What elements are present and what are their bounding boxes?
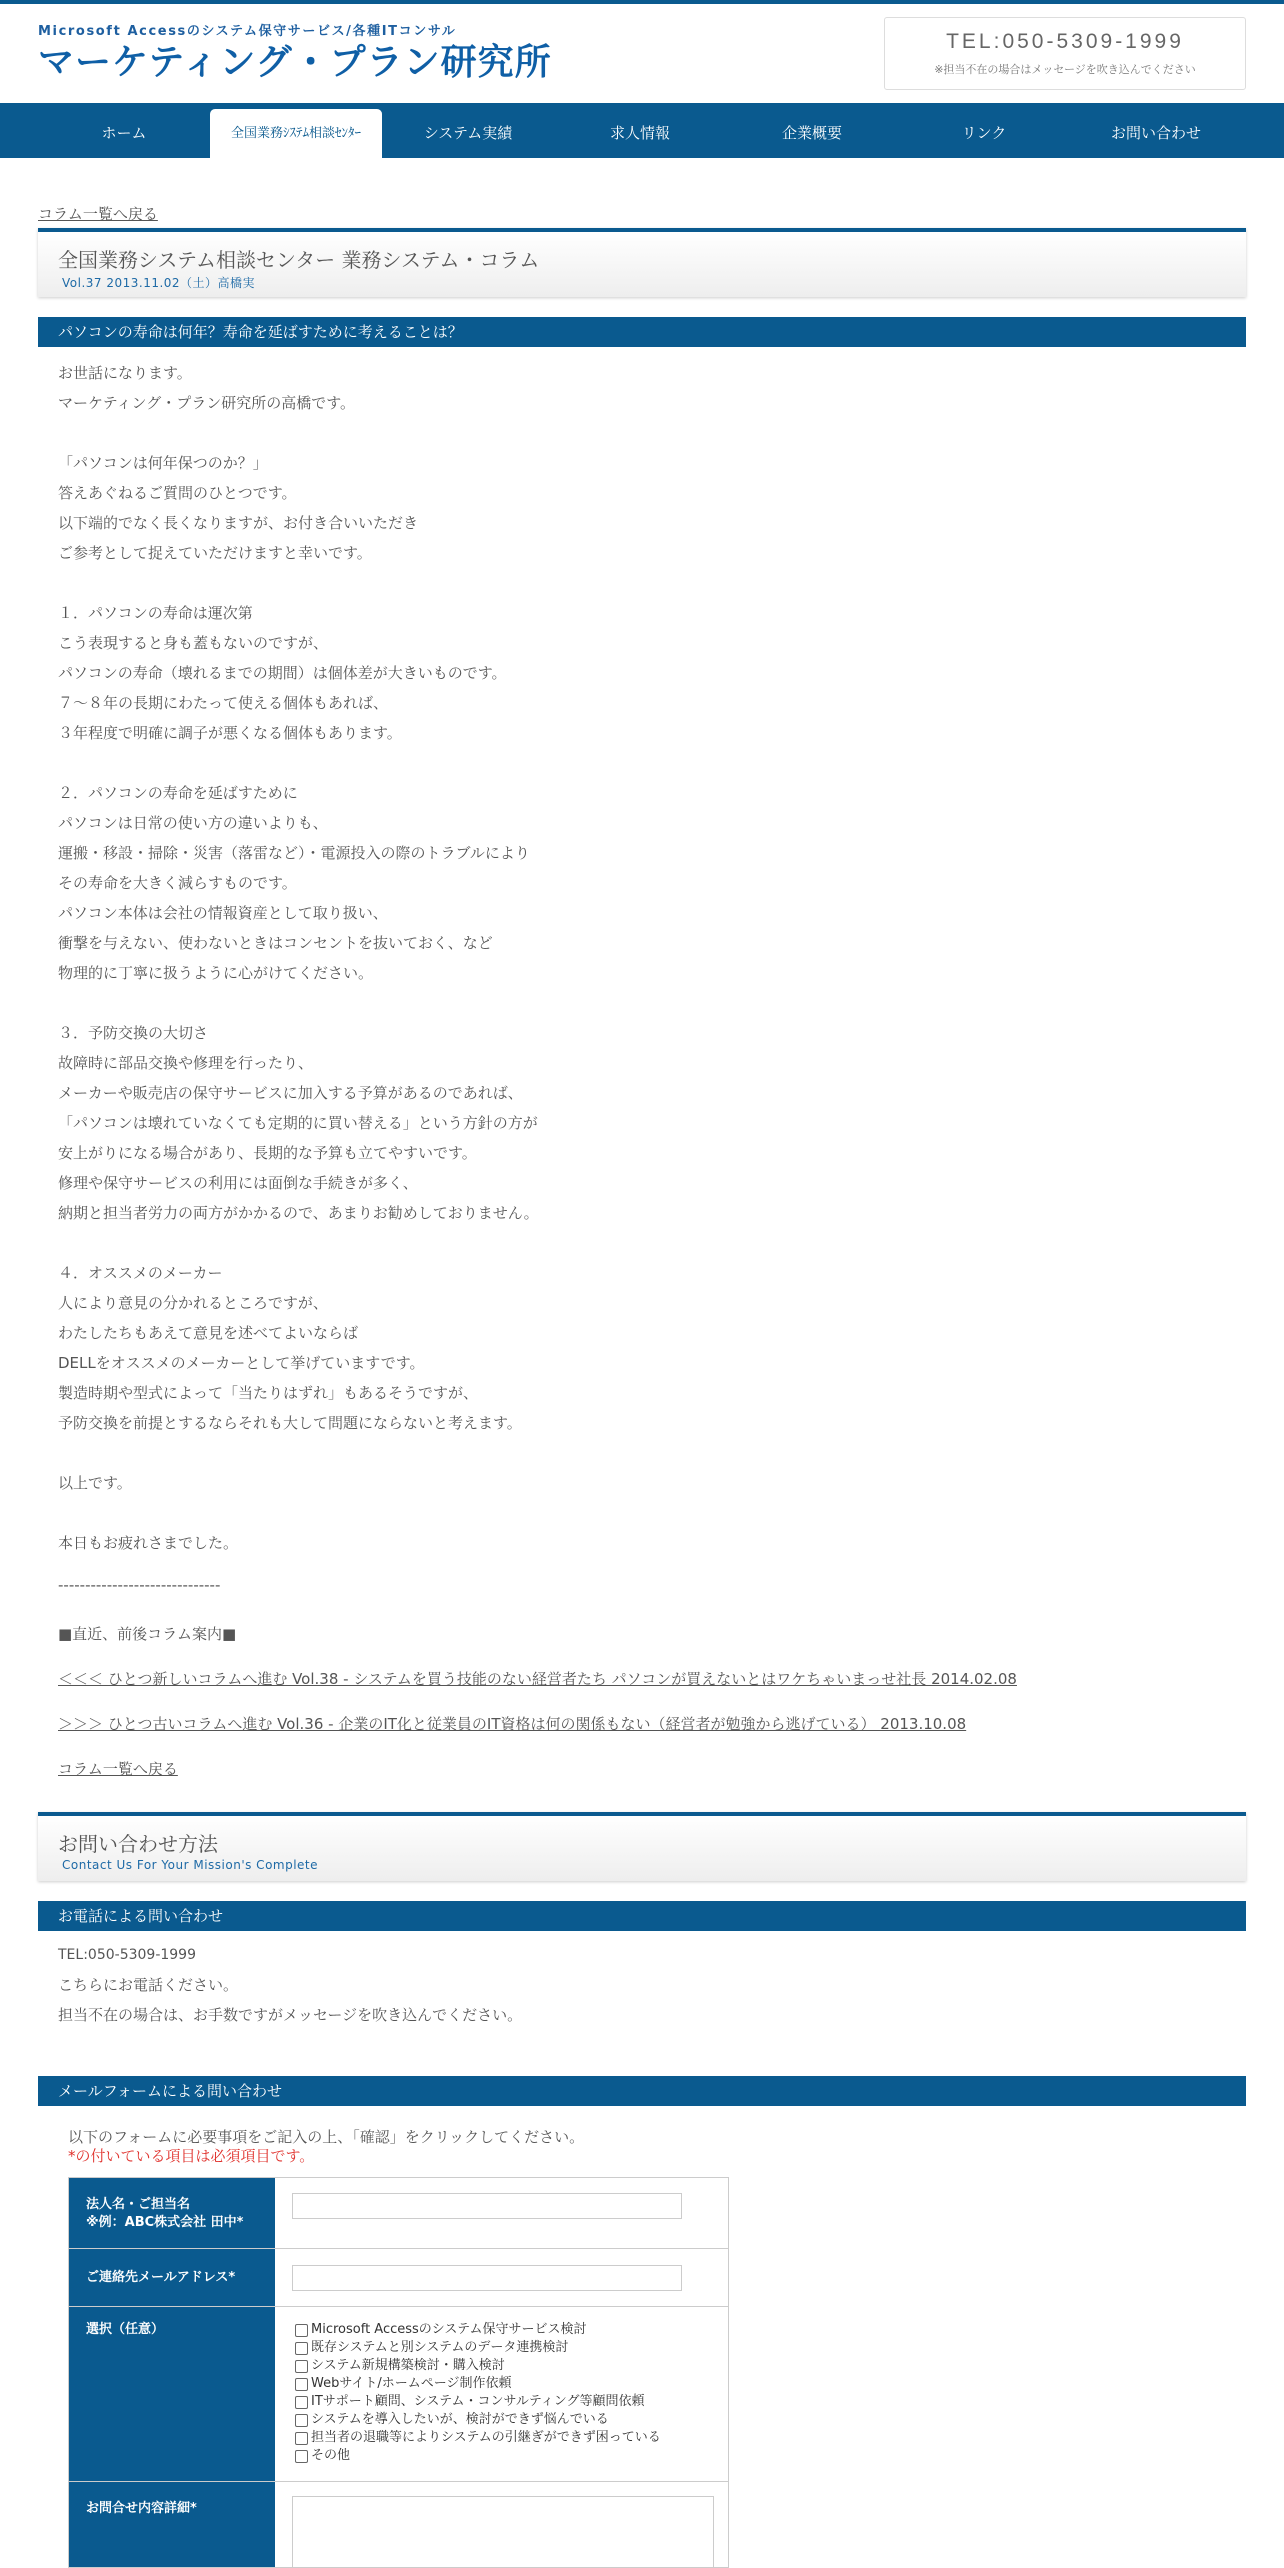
article-body-line: ご参考として捉えていただけますと幸いです。 — [58, 544, 372, 562]
nav-item-system-results[interactable]: システム実績 — [423, 124, 513, 142]
phone-inquiry-line: こちらにお電話ください。 — [58, 1976, 239, 1994]
article-body-line: 修理や保守サービスの利用には面倒な手続きが多く、 — [58, 1174, 418, 1192]
phone-inquiry-line: 担当不在の場合は、お手数ですがメッセージを吹き込んでください。 — [58, 2006, 523, 2024]
article-body-line: 以下端的でなく長くなりますが、お付き合いいただき — [58, 514, 419, 532]
older-column-link[interactable]: ＞＞＞ ひとつ古いコラムへ進む Vol.36 - 企業のIT化と従業員のIT資格は何の関係もない（経営者が勉強から逃げている） 2013.10.08 — [58, 1715, 967, 1733]
detail-textarea[interactable] — [292, 2496, 714, 2568]
nav-item-recruit[interactable]: 求人情報 — [609, 124, 670, 142]
inquiry-option[interactable] — [295, 2375, 661, 2393]
logo-title: マーケティング・プラン研究所 — [38, 42, 552, 83]
nav-item-company[interactable]: 企業概要 — [781, 124, 842, 142]
contact-form — [68, 2177, 729, 2568]
article-body-line: 人により意見の分かれるところですが、 — [58, 1294, 328, 1312]
name-label-example: ※例：ABC株式会社 田中* — [86, 2215, 244, 2230]
article-body-line: お世話になります。 — [58, 364, 192, 382]
article-body-line: パソコンは日常の使い方の違いよりも、 — [58, 814, 328, 832]
inquiry-option-label: Webサイト/ホームページ制作依頼 — [311, 2376, 512, 2391]
article-body-line: ３年程度で明確に調子が悪くなる個体もあります。 — [58, 724, 402, 742]
phone-inquiry-bar: お電話による問い合わせ — [38, 1901, 1246, 1931]
checkbox[interactable] — [295, 2378, 308, 2391]
mail-form-intro: 以下のフォームに必要事項をご記入の上、「確認」をクリックしてください。 — [68, 2128, 585, 2146]
inquiry-option-label: Microsoft Accessのシステム保守サービス検討 — [311, 2322, 587, 2337]
site-logo[interactable] — [38, 20, 552, 83]
inquiry-option-label: ITサポート顧問、システム・コンサルティング等顧問依頼 — [311, 2394, 645, 2409]
article-title-bar: パソコンの寿命は何年？寿命を延ばすために考えることは？ — [38, 317, 1246, 347]
article-body-line: ３．予防交換の大切さ — [58, 1024, 209, 1042]
back-to-column-list-link[interactable]: コラム一覧へ戻る — [38, 205, 158, 223]
form-row-email — [69, 2249, 729, 2307]
article-body-line: １．パソコンの寿命は運次第 — [58, 604, 253, 622]
mail-inquiry-bar: メールフォームによる問い合わせ — [38, 2076, 1246, 2106]
article-body-line: ２．パソコンの寿命を延ばすために — [58, 784, 298, 802]
contact-title: お問い合わせ方法 — [58, 1832, 218, 1856]
article-body-line: こう表現すると身も蓋もないのですが、 — [58, 634, 329, 652]
article-body-line: 物理的に丁寧に扱うように心がけてください。 — [58, 964, 374, 982]
phone-number: TEL:050-5309-1999 — [946, 30, 1184, 53]
detail-field-label: お問合せ内容詳細* — [69, 2482, 275, 2568]
article-body-line: 「パソコンは壊れていなくても定期的に買い替える」という方針の方が — [58, 1114, 538, 1132]
article-body-line: 答えあぐねるご質問のひとつです。 — [58, 484, 297, 502]
checkbox[interactable] — [295, 2432, 308, 2445]
divider-text: ------------------------------ — [58, 1576, 221, 1594]
contact-subtitle: Contact Us For Your Mission's Complete — [62, 1858, 319, 1872]
article-body-line: 故障時に部品交換や修理を行ったり、 — [58, 1054, 314, 1072]
select-field-label: 選択（任意） — [69, 2307, 275, 2481]
nav-item-home[interactable]: ホーム — [101, 124, 147, 142]
article-body-line: 衝撃を与えない、使わないときはコンセントを抜いておく、など — [58, 934, 493, 952]
article-body-line: 以上です。 — [58, 1474, 132, 1492]
checkbox[interactable] — [295, 2324, 308, 2337]
logo-tagline: Microsoft Accessのシステム保守サービス/各種ITコンサル — [38, 24, 457, 39]
article-body-line: 安上がりになる場合があり、長期的な予算も立てやすいです。 — [58, 1144, 477, 1162]
checkbox[interactable] — [295, 2342, 308, 2355]
article-body — [58, 358, 1208, 1558]
article-body-line — [58, 1438, 1208, 1468]
article-body-line: 「パソコンは何年保つのか？」 — [58, 454, 268, 472]
inquiry-option[interactable] — [295, 2429, 661, 2447]
phone-box — [884, 17, 1246, 90]
form-row-select — [69, 2307, 729, 2482]
article-body-line: ７～８年の長期にわたって使える個体もあれば、 — [58, 694, 389, 712]
column-header-meta: Vol.37 2013.11.02（土）高橋実 — [62, 276, 256, 290]
inquiry-option[interactable] — [295, 2411, 661, 2429]
contact-header-panel — [38, 1812, 1246, 1881]
article-body-line — [58, 418, 1208, 448]
checkbox[interactable] — [295, 2450, 308, 2463]
name-input[interactable] — [292, 2193, 682, 2219]
form-row-detail — [69, 2482, 729, 2568]
column-header-title: 全国業務システム相談センター 業務システム・コラム — [58, 248, 540, 272]
checkbox[interactable] — [295, 2360, 308, 2373]
article-body-line — [58, 988, 1208, 1018]
nav-item-links[interactable]: リンク — [961, 124, 1007, 142]
inquiry-option[interactable] — [295, 2339, 661, 2357]
article-body-line: 予防交換を前提とするならそれも大して問題にならないと考えます。 — [58, 1414, 522, 1432]
article-body-line: 納期と担当者労力の両方がかかるので、あまりお勧めしておりません。 — [58, 1204, 539, 1222]
article-body-line: わたしたちもあえて意見を述べてよいならば — [58, 1324, 359, 1342]
phone-note: ※担当不在の場合はメッセージを吹き込んでください — [934, 63, 1196, 76]
article-body-line: その寿命を大きく減らすものです。 — [58, 874, 297, 892]
back-to-column-list-link-bottom[interactable]: コラム一覧へ戻る — [58, 1760, 178, 1778]
email-field-label: ご連絡先メールアドレス* — [69, 2249, 275, 2306]
newer-column-link[interactable]: ＜＜＜ ひとつ新しいコラムへ進む Vol.38 - システムを買う技能のない経営者たち パソコンが買えないとはワケちゃいまっせ社長 2014.02.08 — [58, 1670, 1017, 1688]
column-header-panel — [38, 228, 1246, 297]
inquiry-option-label: 既存システムと別システムのデータ連携検討 — [311, 2340, 569, 2355]
name-field-label — [69, 2178, 275, 2248]
column-nav-heading: ■直近、前後コラム案内■ — [58, 1625, 237, 1643]
article-body-line: ４．オススメのメーカー — [58, 1264, 223, 1282]
inquiry-option[interactable] — [295, 2357, 661, 2375]
article-body-line: パソコン本体は会社の情報資産として取り扱い、 — [58, 904, 388, 922]
inquiry-option-label: システム新規構築検討・購入検討 — [311, 2358, 505, 2373]
article-body-line: 運搬・移設・掃除・災害（落雷など）・電源投入の際のトラブルにより — [58, 844, 530, 862]
article-body-line: パソコンの寿命（壊れるまでの期間）は個体差が大きいものです。 — [58, 664, 507, 682]
checkbox[interactable] — [295, 2396, 308, 2409]
inquiry-option[interactable] — [295, 2393, 661, 2411]
nav-item-consulting-center[interactable]: 全国業務ｼｽﾃﾑ相談ｾﾝﾀｰ — [210, 109, 382, 158]
article-body-line — [58, 568, 1208, 598]
article-body-line: マーケティング・プラン研究所の高橋です。 — [58, 394, 356, 412]
required-note: *の付いている項目は必須項目です。 — [68, 2147, 315, 2165]
article-body-line: メーカーや販売店の保守サービスに加入する予算があるのであれば、 — [58, 1084, 523, 1102]
article-body-line — [58, 1228, 1208, 1258]
article-body-line — [58, 748, 1208, 778]
article-body-line: DELLをオススメのメーカーとして挙げていますです。 — [58, 1354, 425, 1372]
phone-inquiry-tel: TEL:050-5309-1999 — [58, 1947, 196, 1963]
main-nav — [0, 103, 1284, 158]
article-body-line: 本日もお疲れさまでした。 — [58, 1534, 239, 1552]
inquiry-option[interactable] — [295, 2321, 661, 2339]
inquiry-option-label: システムを導入したいが、検討ができず悩んでいる — [311, 2412, 609, 2427]
form-row-name — [69, 2178, 729, 2249]
nav-item-contact[interactable]: お問い合わせ — [1110, 124, 1201, 142]
inquiry-option-label: 担当者の退職等によりシステムの引継ぎができず困っている — [311, 2430, 661, 2445]
inquiry-option[interactable] — [295, 2447, 661, 2465]
article-body-line: 製造時期や型式によって「当たりはずれ」もあるそうですが、 — [58, 1384, 479, 1402]
inquiry-options — [295, 2321, 661, 2465]
inquiry-option-label: その他 — [311, 2448, 351, 2463]
top-accent-bar — [0, 0, 1284, 4]
checkbox[interactable] — [295, 2414, 308, 2427]
phone-inquiry-text — [58, 1940, 522, 2030]
name-label-line: 法人名・ご担当名 — [86, 2197, 191, 2212]
email-input[interactable] — [292, 2265, 682, 2291]
article-body-line — [58, 1498, 1208, 1528]
